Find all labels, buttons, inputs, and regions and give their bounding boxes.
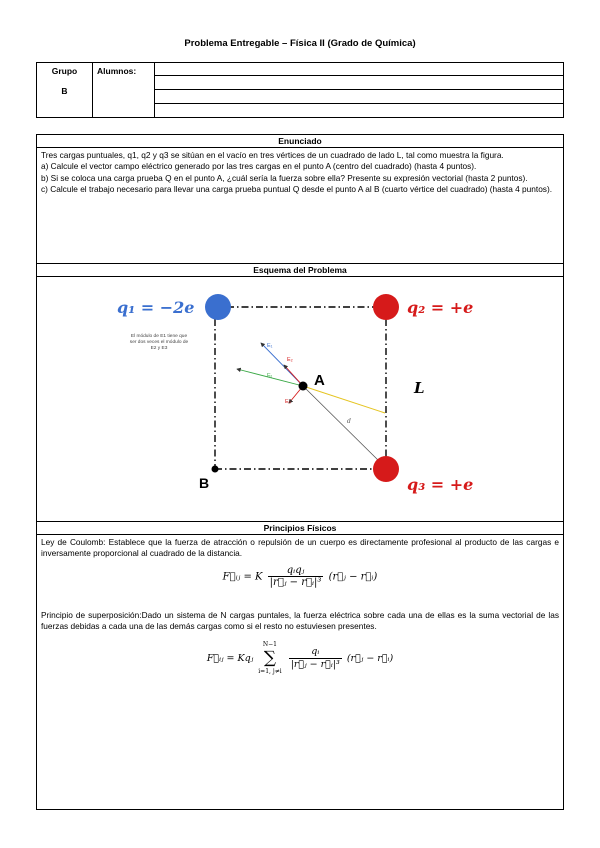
yellow-vector (303, 386, 385, 413)
e1-label: E₁ (267, 343, 273, 349)
alumnos-cell (93, 63, 155, 118)
q2-label: q₂ = +e (407, 298, 474, 317)
enunciado-text (37, 148, 563, 263)
note-line-1: El módulo de E1 tiene que (130, 334, 188, 339)
enunciado-a: a) Calcule el vector campo eléctrico generado por las tres cargas en el punto A (centro del cuadrado) (hasta 4 puntos). (41, 161, 477, 172)
point-a-marker (299, 382, 308, 391)
student-name-row-1[interactable] (155, 63, 564, 76)
problem-diagram (37, 277, 563, 521)
point-b-marker (212, 466, 219, 473)
student-name-row-2[interactable] (155, 76, 564, 90)
grupo-value: B (61, 86, 68, 96)
coulomb-law: Ley de Coulomb: Establece que la fuerza de atracción o repulsión de un cuerpo es directamente profesional al producto de las cargas e inversamente proporcional al cuadrado de la distancia. (41, 537, 559, 559)
sum-icon: ∑ (263, 648, 277, 669)
principios-heading: Principios Físicos (37, 521, 563, 535)
enunciado-intro: Tres cargas puntuales, q1, q2 y q3 se sitúan en el vacío en tres vértices de un cuadrado de lado L, tal como muestra la figura. (41, 150, 504, 160)
alumnos-label: Alumnos: (97, 66, 137, 76)
distance-label: d (347, 418, 351, 425)
f2-sum-top: N−1 (262, 640, 278, 648)
f2-numerator: qᵢ (289, 646, 342, 658)
f2-tail: (r⃗ⱼ − r⃗ᵢ) (346, 652, 394, 664)
f1-lhs: F⃗ᵢⱼ = K (222, 570, 263, 582)
f2-denominator: |r⃗ⱼ − r⃗ᵢ|³ (290, 658, 340, 670)
note-line-3: E2 y E3 (150, 346, 168, 351)
student-table (36, 62, 564, 118)
problem-body (36, 134, 564, 810)
f1-tail: (r⃗ⱼ − r⃗ᵢ) (328, 570, 378, 582)
enunciado-heading: Enunciado (37, 135, 563, 148)
charge-q2 (373, 294, 399, 320)
student-name-row-3[interactable] (155, 90, 564, 104)
enunciado-b: b) Si se coloca una carga prueba Q en el punto A, ¿cuál sería la fuerza sobre ella? Presente su expresión vectorial (hasta 2 puntos). (41, 172, 528, 183)
q1-label: q₁ = −2e (117, 298, 195, 317)
e2-label: E₂ (287, 357, 293, 363)
f1-numerator: qᵢqⱼ (268, 565, 324, 577)
esquema-heading: Esquema del Problema (37, 263, 563, 277)
superposition-formula (41, 639, 559, 678)
note-line-2: ser dos veces el módulo de (129, 340, 189, 345)
charge-q1 (205, 294, 231, 320)
superposition-principle: Principio de superposición:Dado un sistema de N cargas puntales, la fuerza eléctrica sobre cada una de ellas es la suma vectorial de las fuerzas debidas a cada una de las demás cargas como si el resto no estuviesen presentes. (41, 610, 559, 632)
enunciado-c: c) Calcule el trabajo necesario para llevar una carga prueba puntual Q desde el punto A al B (cuarto vértice del cuadrado) (hasta 4 puntos). (41, 183, 553, 194)
f2-lhs: F⃗ᵢⱼ = Kqⱼ (206, 652, 254, 664)
document-title: Problema Entregable – Física II (Grado de Química) (184, 38, 416, 49)
principios-text (37, 535, 563, 677)
diagram-svg (37, 277, 563, 521)
f2-sum-bottom: i=1, j≠i (258, 668, 282, 676)
distance-line (303, 386, 381, 463)
charge-q3 (373, 456, 399, 482)
student-name-row-4[interactable] (155, 104, 564, 118)
point-b-label: B (199, 475, 210, 491)
point-a-label: A (314, 372, 325, 389)
side-label: L (414, 379, 425, 397)
grupo-label: Grupo (51, 66, 78, 76)
grupo-cell (37, 63, 93, 118)
q3-label: q₃ = +e (407, 475, 474, 494)
e3-label: E₃ (285, 399, 291, 405)
f1-denominator: |r⃗ⱼ − r⃗ᵢ|³ (269, 576, 322, 588)
et-label: Eₜ (267, 373, 273, 379)
coulomb-formula (41, 565, 559, 589)
